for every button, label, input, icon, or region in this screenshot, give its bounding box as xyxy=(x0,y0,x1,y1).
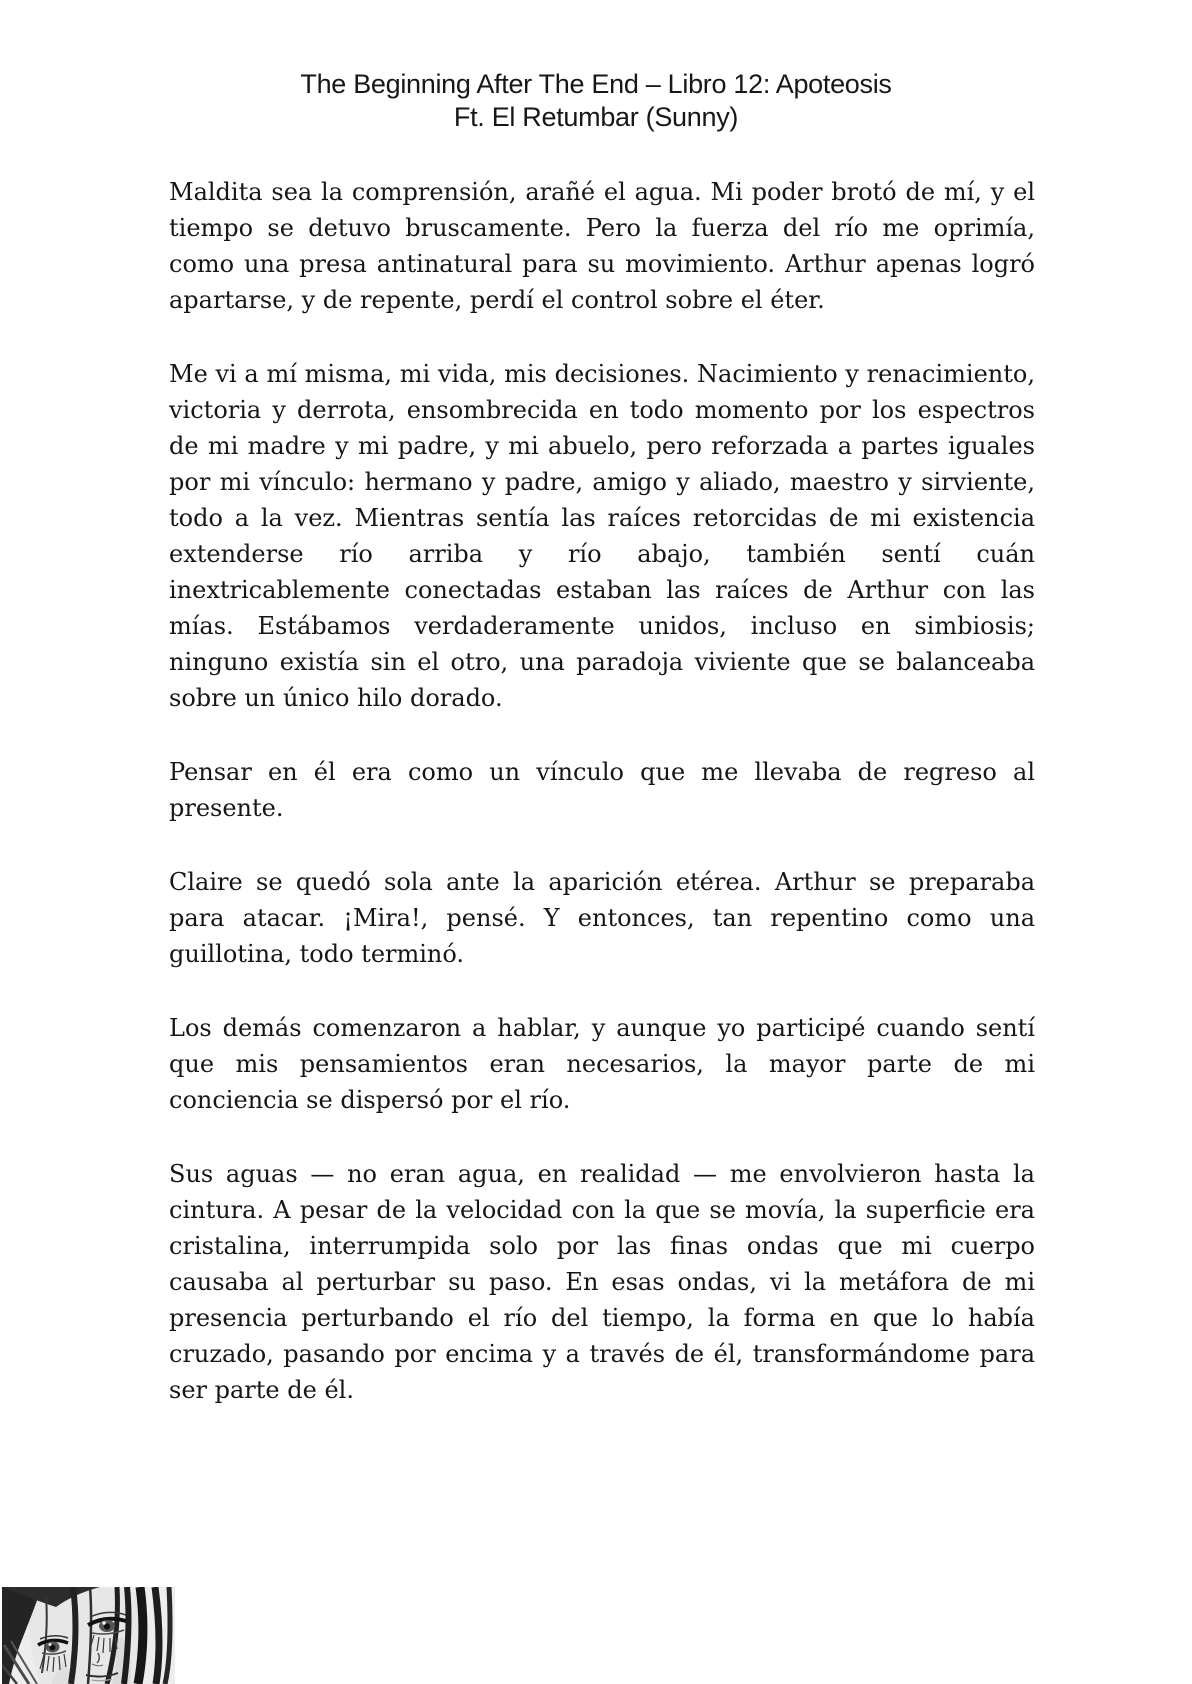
paragraph-3: Pensar en él era como un vínculo que me llevaba de regreso al presente. xyxy=(169,758,1035,822)
paragraph-5: Los demás comenzaron a hablar, y aunque yo participé cuando sentí que mis pensamientos eran necesarios, la mayor parte de mi conciencia se dispersó por el río. xyxy=(169,1014,1035,1114)
document-body xyxy=(169,174,1035,1408)
document-header xyxy=(0,0,1192,134)
document-title: The Beginning After The End – Libro 12: Apoteosis xyxy=(300,69,892,99)
paragraph-2: Me vi a mí misma, mi vida, mis decisiones. Nacimiento y renacimiento, victoria y derrota, ensombrecida en todo momento por los espectros de mi madre y mi padre, y mi abuelo, pero reforzada a partes iguales por mi vínculo: hermano y padre, amigo y aliado, maestro y sirviente, todo a la vez. Mientras sentía las raíces retorcidas de mi existencia extenderse río arriba y río abajo, también sentí cuán inextricablemente conectadas estaban las raíces de Arthur con las mías. Estábamos verdaderamente unidos, incluso en simbiosis; ninguno existía sin el otro, una paradoja viviente que se balanceaba sobre un único hilo dorado. xyxy=(169,360,1035,712)
paragraph-1: Maldita sea la comprensión, arañé el agua. Mi poder brotó de mí, y el tiempo se detuvo bruscamente. Pero la fuerza del río me oprimía, como una presa antinatural para su movimiento. Arthur apenas logró apartarse, y de repente, perdí el control sobre el éter. xyxy=(169,178,1035,314)
document-subtitle: Ft. El Retumbar (Sunny) xyxy=(453,102,739,132)
paragraph-6: Sus aguas — no eran agua, en realidad — me envolvieron hasta la cintura. A pesar de la velocidad con la que se movía, la superficie era cristalina, interrumpida solo por las finas ondas que mi cuerpo causaba al perturbar su paso. En esas ondas, vi la metáfora de mi presencia perturbando el río del tiempo, la forma en que lo había cruzado, pasando por encima y a través de él, transformándome para ser parte de él. xyxy=(169,1160,1035,1404)
manga-face-image xyxy=(2,1587,175,1684)
manga-face-illustration xyxy=(2,1587,175,1684)
paragraph-4: Claire se quedó sola ante la aparición etérea. Arthur se preparaba para atacar. ¡Mira!, pensé. Y entonces, tan repentino como una guillotina, todo terminó. xyxy=(169,868,1035,968)
